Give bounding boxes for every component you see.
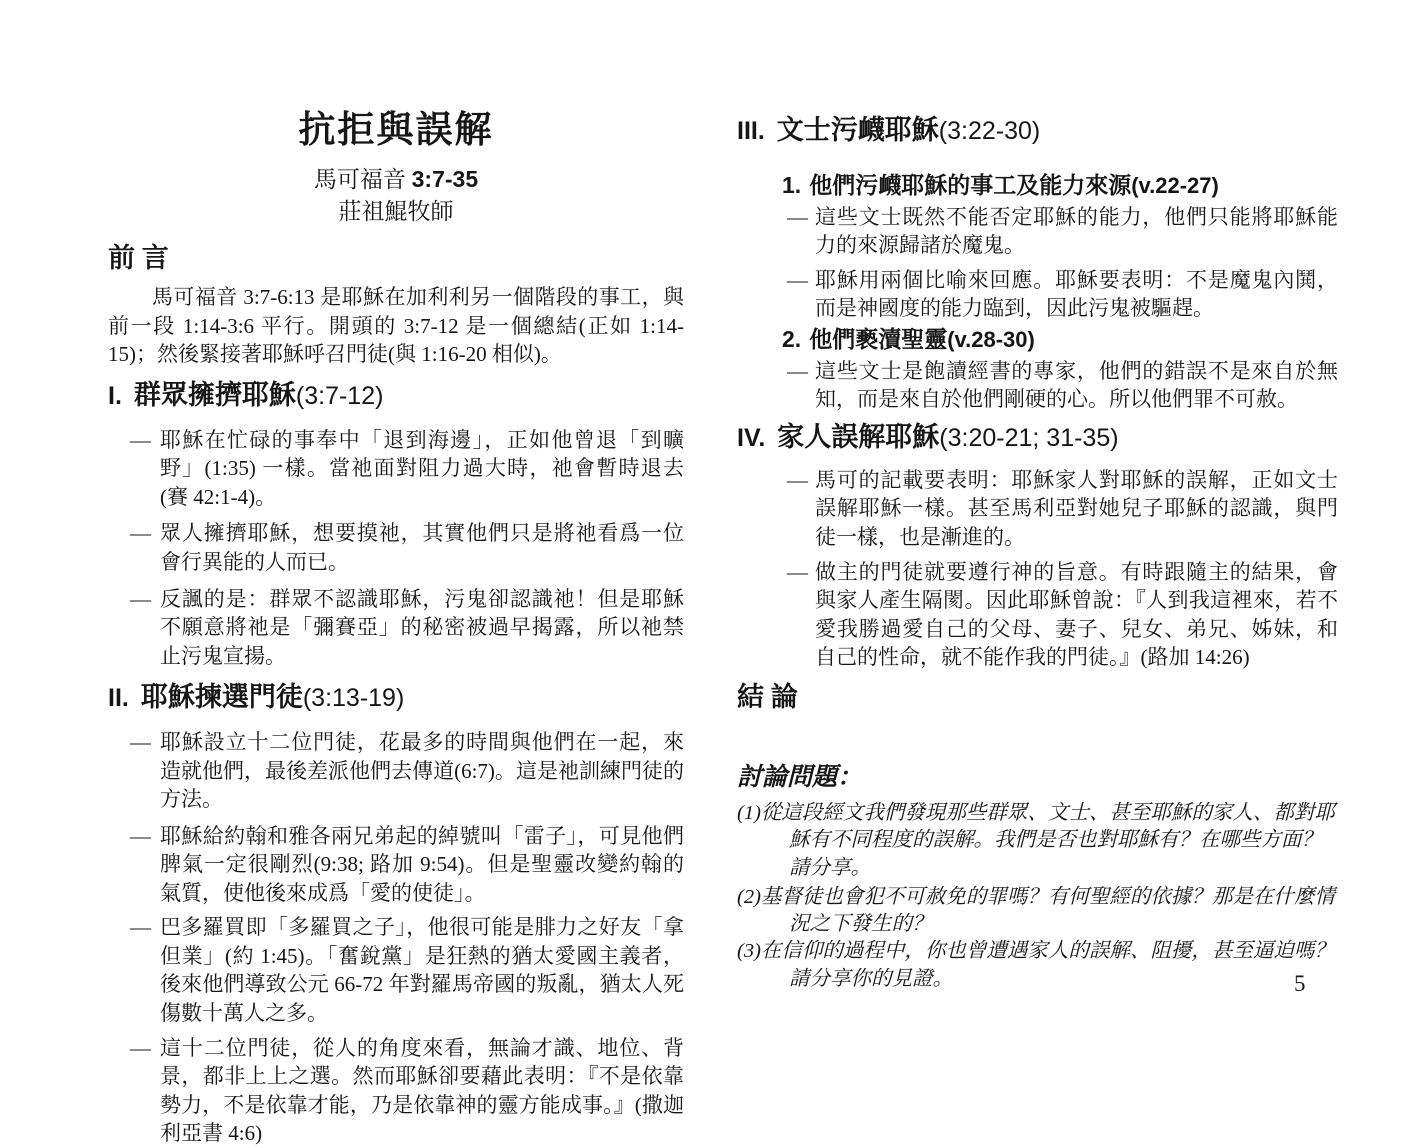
bullet-text: 做主的門徒就要遵行神的旨意。有時跟隨主的結果，會與家人產生隔閡。因此耶穌曾說：『人到我這裡來，若不愛我勝過愛自己的父母、妻子、兒女、弟兄、姊妹，和自己的性命，就不能作我的門徒。』(路加 14:26) [815, 559, 1338, 670]
document-subtitle [108, 165, 684, 195]
bullet-item [130, 913, 684, 1027]
section-1-reference: (3:7-12) [295, 381, 384, 410]
bullet-text: 反諷的是：群眾不認識耶穌，污鬼卻認識祂！但是耶穌不願意將祂是「彌賽亞」的秘密被過早揭露，所以祂禁止污鬼宣揚。 [160, 586, 684, 668]
subtitle-book-name: 馬可福音 [313, 166, 406, 192]
section-1-numeral: I. [108, 381, 122, 410]
subpoint-2-reference: (v.28-30) [947, 326, 1035, 352]
bullet-item [130, 519, 684, 576]
discussion-question-3: (3)在信仰的過程中，你也曾遭遇家人的誤解、阻擾，甚至逼迫嗎？請分享你的見證。 [737, 940, 1335, 990]
bullet-text: 耶穌在忙碌的事奉中「退到海邊」，正如他曾退「到曠野」(1:35) 一樣。當祂面對阻力過大時，祂會暫時退去(賽 42:1-4)。 [160, 427, 684, 509]
bullet-item [787, 357, 1338, 414]
bullet-text: 眾人擁擠耶穌，想要摸祂，其實他們只是將祂看爲一位會行異能的人而已。 [160, 521, 684, 574]
section-3-reference: (3:22-30) [938, 117, 1041, 145]
bullet-dash: — [787, 358, 808, 383]
bullet-text: 這些文士既然不能否定耶穌的能力，他們只能將耶穌能力的來源歸諸於魔鬼。 [815, 204, 1338, 258]
bullet-item [787, 203, 1338, 260]
subpoint-1-title: 他們污衊耶穌的事工及能力來源 [809, 172, 1132, 198]
bullet-item [787, 558, 1338, 672]
section-2-reference: (3:13-19) [302, 684, 405, 713]
section-1-title: 群眾擁擠耶穌 [133, 379, 296, 410]
bullet-text: 這些文士是飽讀經書的專家，他們的錯誤不是來自於無知，而是來自於他們剛硬的心。所以他們罪不可赦。 [815, 358, 1338, 412]
document-author: 莊祖鯤牧師 [338, 199, 454, 225]
bullet-text: 巴多羅買即「多羅買之子」，他很可能是腓力之好友「拿但業」(約 1:45)。「奮銳黨」是狂熱的猶太愛國主義者，後來他們導致公元 66-72 年對羅馬帝國的叛亂，猶太人死傷數十萬人之多。 [160, 915, 684, 1025]
bullet-text: 馬可的記載要表明：耶穌家人對耶穌的誤解，正如文士誤解耶穌一樣。甚至馬利亞對她兒子耶穌的認識，與門徒一樣，也是漸進的。 [815, 467, 1338, 549]
section-4-numeral: IV. [737, 423, 766, 452]
section-2-heading [108, 680, 684, 716]
bullet-dash: — [130, 1035, 151, 1060]
bullet-item [130, 426, 684, 512]
bullet-text: 耶穌給約翰和雅各兩兄弟起的綽號叫「雷子」，可見他們脾氣一定很剛烈(9:38; 路加 9:54)。但是聖靈改變約翰的氣質，使他後來成爲「愛的使徒」。 [160, 823, 684, 905]
section-3-title: 文士污衊耶穌 [776, 115, 939, 145]
section-3-heading [737, 113, 1338, 149]
foreword-heading: 前 言 [108, 243, 169, 274]
bullet-dash: — [130, 730, 151, 755]
document-title: 抗拒與誤解 [298, 110, 494, 151]
section-1-heading [108, 378, 684, 414]
subpoint-1-number: 1. [782, 171, 802, 198]
section-3-numeral: III. [737, 117, 765, 145]
bullet-text: 耶穌用兩個比喻來回應。耶穌要表明：不是魔鬼內鬨，而是神國度的能力臨到，因此污鬼被驅趕。 [815, 267, 1338, 321]
foreword-paragraph: 馬可福音 3:7-6:13 是耶穌在加利利另一個階段的事工，與前一段 1:14-3:6 平行。開頭的 3:7-12 是一個總結(正如 1:14-15)；然後緊接著耶穌呼召門徒(與 1:16-20 相似)。 [108, 285, 684, 367]
subpoint-2-title: 他們褻瀆聖靈 [809, 326, 948, 352]
page-number: 5 [1294, 971, 1306, 996]
subpoint-1-heading [782, 171, 1338, 201]
bullet-item [130, 728, 684, 814]
bullet-item [130, 822, 684, 908]
bullet-dash: — [787, 267, 808, 292]
section-4-heading [737, 420, 1338, 456]
discussion-question-1: (1)從這段經文我們發現那些群眾、文士、甚至耶穌的家人、都對耶穌有不同程度的誤解。我們是否也對耶穌有？在哪些方面？請分享。 [737, 802, 1335, 879]
bullet-dash: — [130, 823, 151, 848]
left-column [108, 110, 684, 1148]
right-column [737, 113, 1338, 993]
bullet-dash: — [130, 427, 151, 452]
bullet-item [130, 585, 684, 671]
bullet-text: 耶穌設立十二位門徒，花最多的時間與他們在一起，來造就他們，最後差派他們去傳道(6:7)。這是祂訓練門徒的方法。 [160, 730, 684, 812]
discussion-heading: 討論問題： [737, 763, 863, 791]
bullet-dash: — [787, 467, 808, 492]
bullet-text: 這十二位門徒，從人的角度來看，無論才識、地位、背景，都非上上之選。然而耶穌卻要藉此表明：『不是依靠勢力，不是依靠才能，乃是依靠神的靈方能成事。』(撒迦利亞書 4:6) [160, 1035, 684, 1146]
conclusion-heading: 結 論 [737, 681, 798, 712]
subpoint-2-heading [782, 325, 1338, 355]
section-4-title: 家人誤解耶穌 [777, 421, 940, 452]
subtitle-scripture-reference: 3:7-35 [411, 165, 479, 192]
section-2-title: 耶穌揀選門徒 [140, 682, 303, 713]
bullet-dash: — [787, 204, 808, 229]
subpoint-2-number: 2. [782, 325, 802, 352]
bullet-dash: — [130, 521, 151, 546]
subpoint-1-reference: (v.22-27) [1131, 172, 1219, 198]
bullet-item [130, 1034, 684, 1148]
discussion-question-2: (2)基督徒也會犯不可赦免的罪嗎？有何聖經的依據？那是在什麼情況之下發生的？ [737, 885, 1335, 936]
bullet-dash: — [130, 586, 151, 611]
bullet-dash: — [130, 915, 151, 940]
section-4-reference: (3:20-21; 31-35) [939, 423, 1119, 452]
bullet-dash: — [787, 559, 808, 584]
section-2-numeral: II. [108, 684, 129, 713]
bullet-item [787, 266, 1338, 323]
bullet-item [787, 466, 1338, 552]
